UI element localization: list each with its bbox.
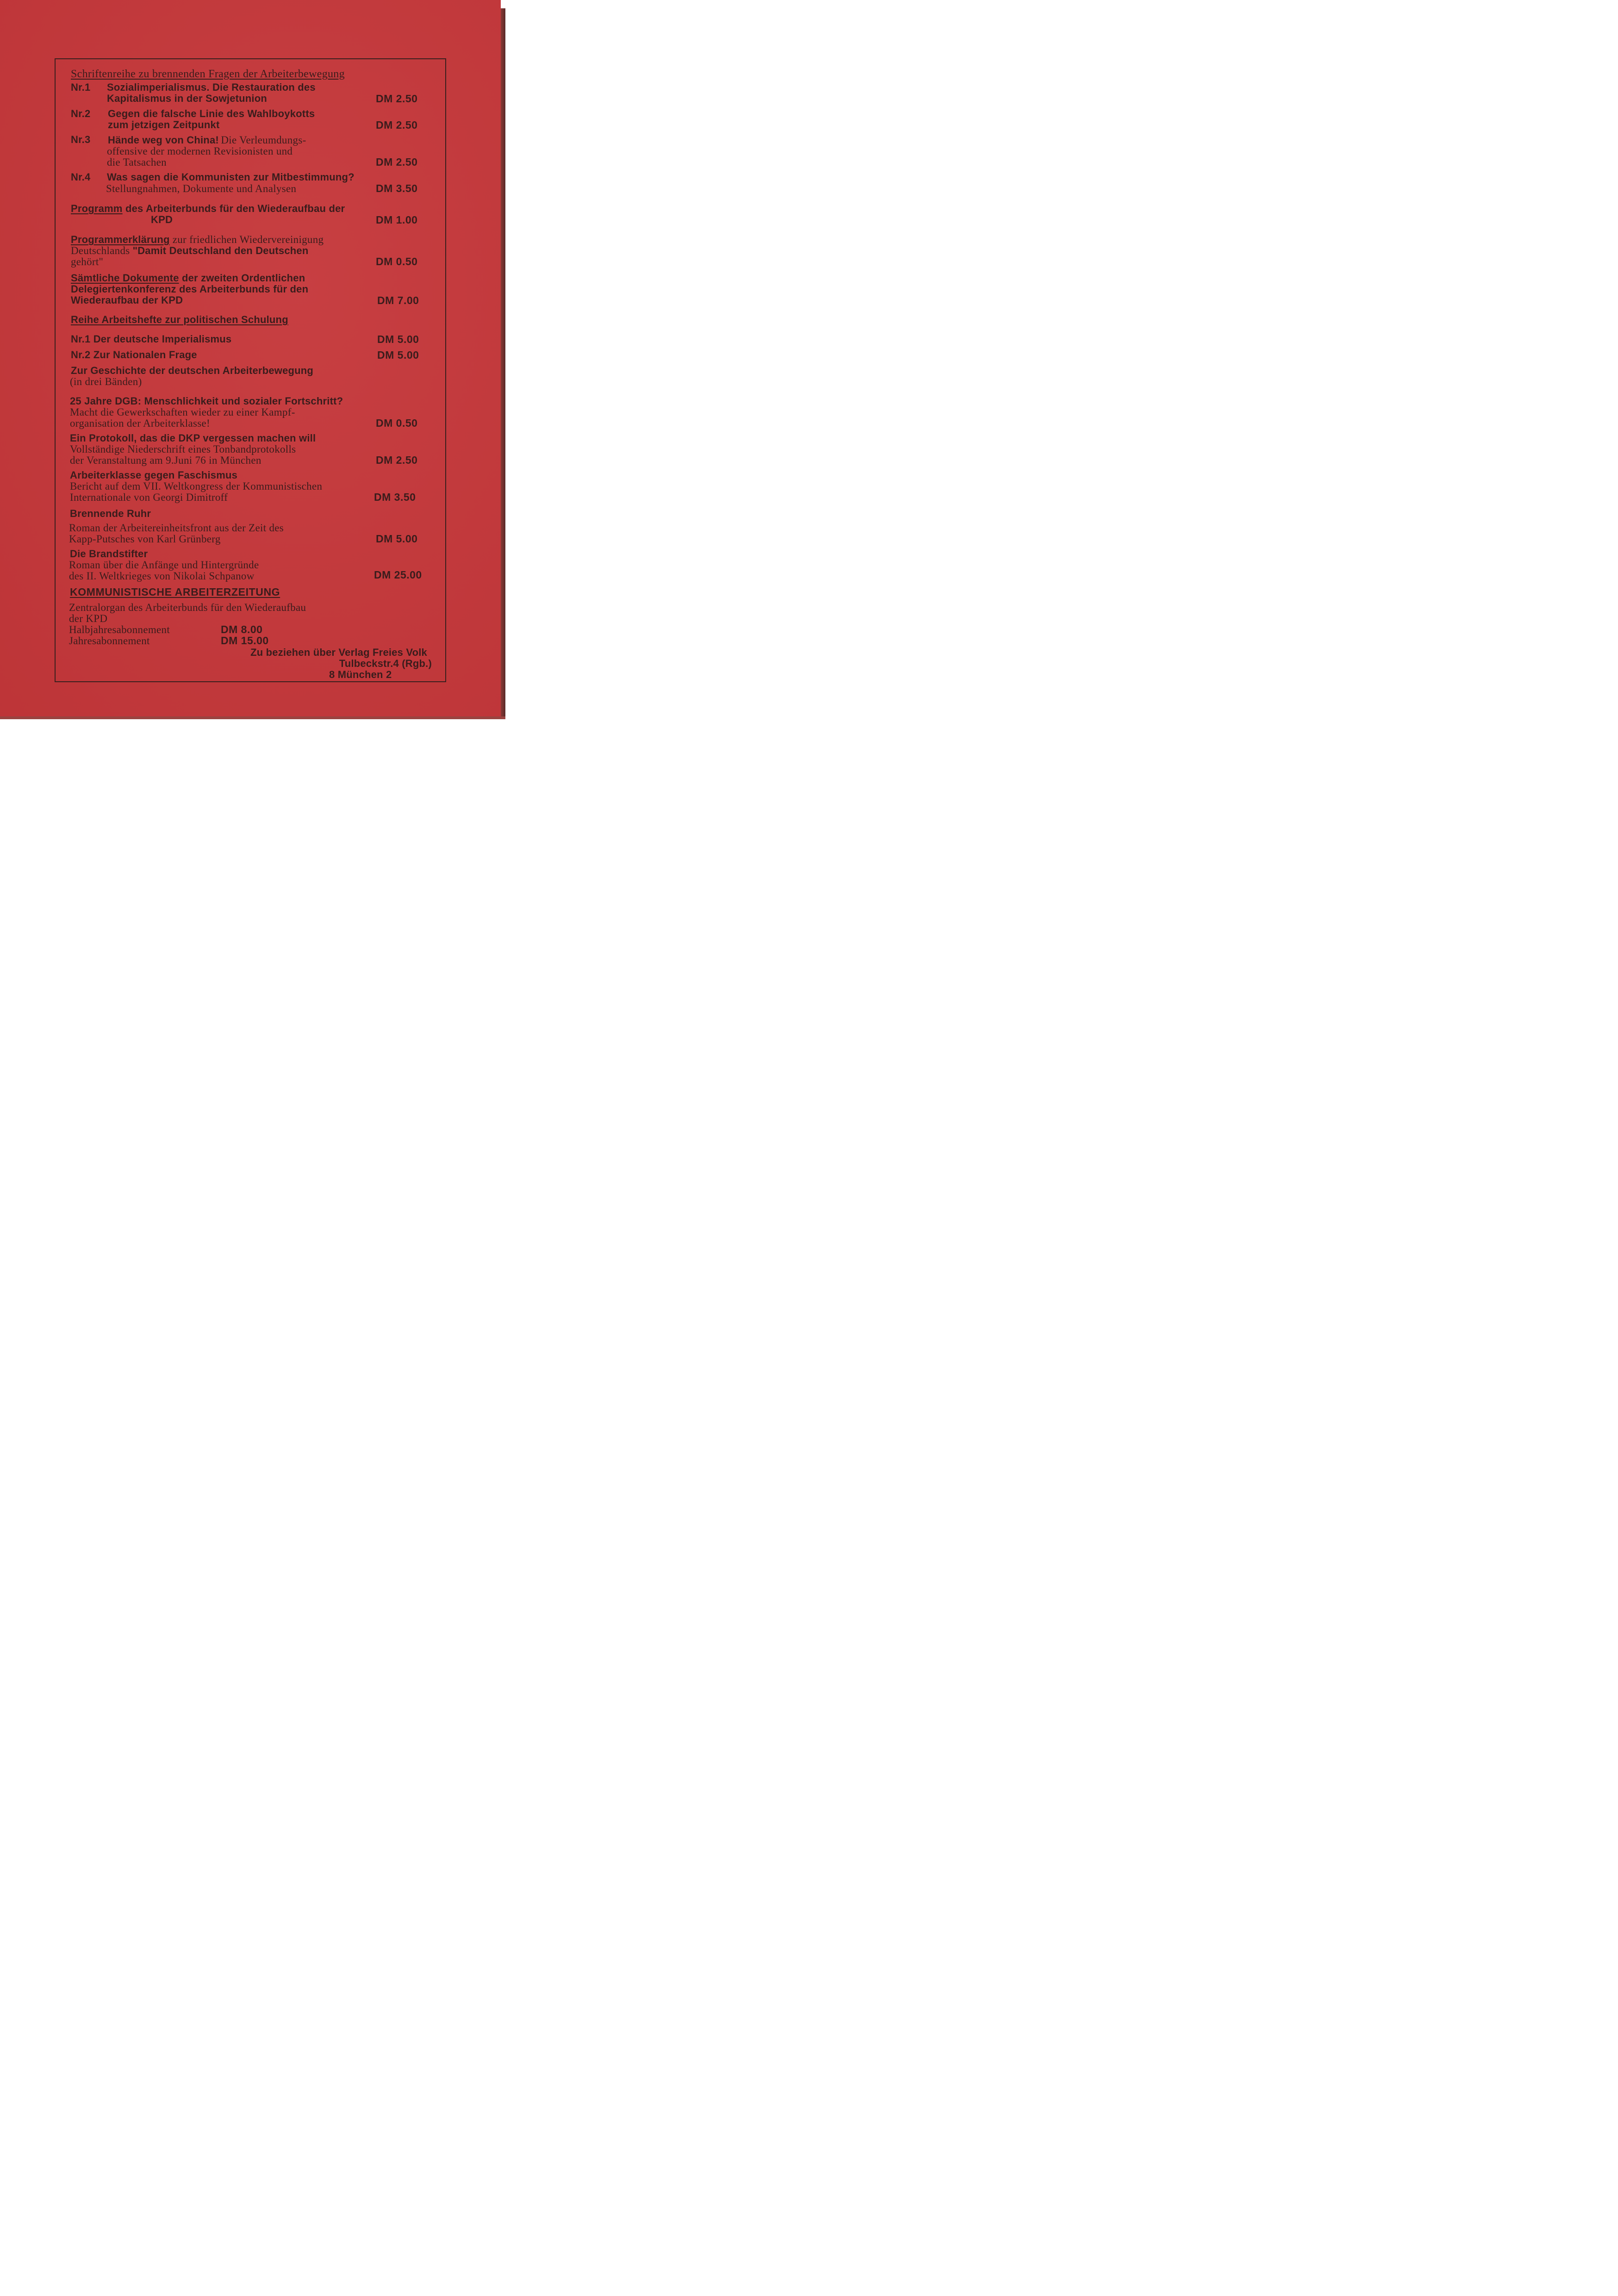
entry-title <box>71 273 305 283</box>
entry-title: KPD <box>151 214 173 225</box>
item-price: DM 3.50 <box>376 182 418 194</box>
subscription-label: Halbjahresabonnement <box>69 624 170 635</box>
item-title: offensive der modernen Revisionisten und <box>107 145 293 157</box>
entry-head: Programmerklärung <box>71 234 170 245</box>
entry-subtitle: der Veranstaltung am 9.Juni 76 in München <box>70 454 261 466</box>
entry-price: DM 7.00 <box>377 294 419 306</box>
entry-title: Delegiertenkonferenz des Arbeiterbunds für den <box>71 283 309 295</box>
entry-title: gehört" <box>71 256 104 268</box>
series-heading: Schriftenreihe zu brennenden Fragen der Arbeiterbewegung <box>71 68 345 80</box>
entry-subtitle: des II. Weltkrieges von Nikolai Schpanow <box>69 570 255 582</box>
subscription-price: DM 15.00 <box>221 635 269 647</box>
entry-price: DM 25.00 <box>374 569 422 581</box>
cover-edge <box>501 8 505 716</box>
entry-subtitle: Internationale von Georgi Dimitroff <box>70 492 228 503</box>
item-price: DM 5.00 <box>377 333 419 345</box>
publisher-city: 8 München 2 <box>329 669 392 680</box>
entry-title <box>71 234 324 245</box>
item-price: DM 2.50 <box>376 156 418 168</box>
item-number: Nr.4 <box>71 171 91 183</box>
entry-price: DM 1.00 <box>376 214 418 226</box>
item-title: zum jetzigen Zeitpunkt <box>108 119 220 131</box>
item-number: Nr.3 <box>71 134 91 145</box>
entry-price: DM 3.50 <box>374 491 416 503</box>
entry-head: Sämtliche Dokumente <box>71 272 179 284</box>
newspaper-subtitle: Zentralorgan des Arbeiterbunds für den Wiederaufbau <box>69 602 306 613</box>
entry-title <box>71 204 345 214</box>
entry-price: DM 0.50 <box>376 417 418 429</box>
entry-rest: Deutschlands <box>71 245 133 256</box>
item-title <box>108 135 306 145</box>
item-title: Sozialimperialismus. Die Restauration des <box>107 81 316 93</box>
series-heading: Reihe Arbeitshefte zur politischen Schulung <box>71 314 288 325</box>
entry-title: Zur Geschichte der deutschen Arbeiterbewegung <box>71 365 314 376</box>
entry-price: DM 2.50 <box>376 454 418 466</box>
entry-subtitle: Vollständige Niederschrift eines Tonbandprotokolls <box>70 443 296 455</box>
item-number: Nr.1 <box>71 81 91 93</box>
entry-subtitle: organisation der Arbeiterklasse! <box>70 417 210 429</box>
item-title: Nr.1 Der deutsche Imperialismus <box>71 333 232 345</box>
entry-subtitle: Roman der Arbeitereinheitsfront aus der Zeit des <box>69 522 284 534</box>
entry-quote: "Damit Deutschland den Deutschen <box>132 245 309 256</box>
entry-price: DM 0.50 <box>376 255 418 268</box>
newspaper-subtitle: der KPD <box>69 613 108 624</box>
entry-rest: der zweiten Ordentlichen <box>179 272 305 284</box>
item-title: die Tatsachen <box>107 156 167 168</box>
entry-title: Arbeiterklasse gegen Faschismus <box>70 469 238 481</box>
entry-title: Wiederaufbau der KPD <box>71 294 183 306</box>
entry-subtitle: (in drei Bänden) <box>70 376 142 387</box>
item-title: Gegen die falsche Linie des Wahlboykotts <box>108 108 315 119</box>
entry-rest: zur friedlichen Wiedervereinigung <box>169 234 324 245</box>
item-price: DM 2.50 <box>376 119 418 131</box>
entry-subtitle: Kapp-Putsches von Karl Grünberg <box>69 533 221 545</box>
entry-subtitle: Roman über die Anfänge und Hintergründe <box>69 559 259 571</box>
item-title-rest: Die Verleumdungs- <box>221 134 306 146</box>
item-title: Nr.2 Zur Nationalen Frage <box>71 349 197 361</box>
entry-head: Programm <box>71 203 123 214</box>
entry-title: Brennende Ruhr <box>70 508 151 519</box>
item-title: Was sagen die Kommunisten zur Mitbestimmung? <box>107 171 355 183</box>
subscription-price: DM 8.00 <box>221 623 263 635</box>
entry-subtitle: Bericht auf dem VII. Weltkongress der Kommunistischen <box>70 480 323 492</box>
item-title: Kapitalismus in der Sowjetunion <box>107 93 268 104</box>
item-number: Nr.2 <box>71 108 91 119</box>
item-price: DM 2.50 <box>376 93 418 105</box>
entry-title: Ein Protokoll, das die DKP vergessen machen will <box>70 432 316 444</box>
item-title: Stellungnahmen, Dokumente und Analysen <box>106 183 297 194</box>
item-title-bold: Hände weg von China! <box>108 134 219 146</box>
publisher-address: Tulbeckstr.4 (Rgb.) <box>339 658 432 669</box>
item-price: DM 5.00 <box>377 349 419 361</box>
newspaper-title: KOMMUNISTISCHE ARBEITERZEITUNG <box>70 586 280 598</box>
publisher-line: Zu beziehen über Verlag Freies Volk <box>250 647 427 658</box>
entry-title <box>71 245 308 256</box>
entry-price: DM 5.00 <box>376 533 418 545</box>
subscription-label: Jahresabonnement <box>69 635 150 647</box>
entry-subtitle: Macht die Gewerkschaften wieder zu einer Kampf- <box>70 406 295 418</box>
cover-edge-bottom <box>0 716 505 719</box>
entry-title: Die Brandstifter <box>70 548 148 560</box>
entry-rest: des Arbeiterbunds für den Wiederaufbau der <box>122 203 345 214</box>
entry-title: 25 Jahre DGB: Menschlichkeit und sozialer Fortschritt? <box>70 395 343 407</box>
